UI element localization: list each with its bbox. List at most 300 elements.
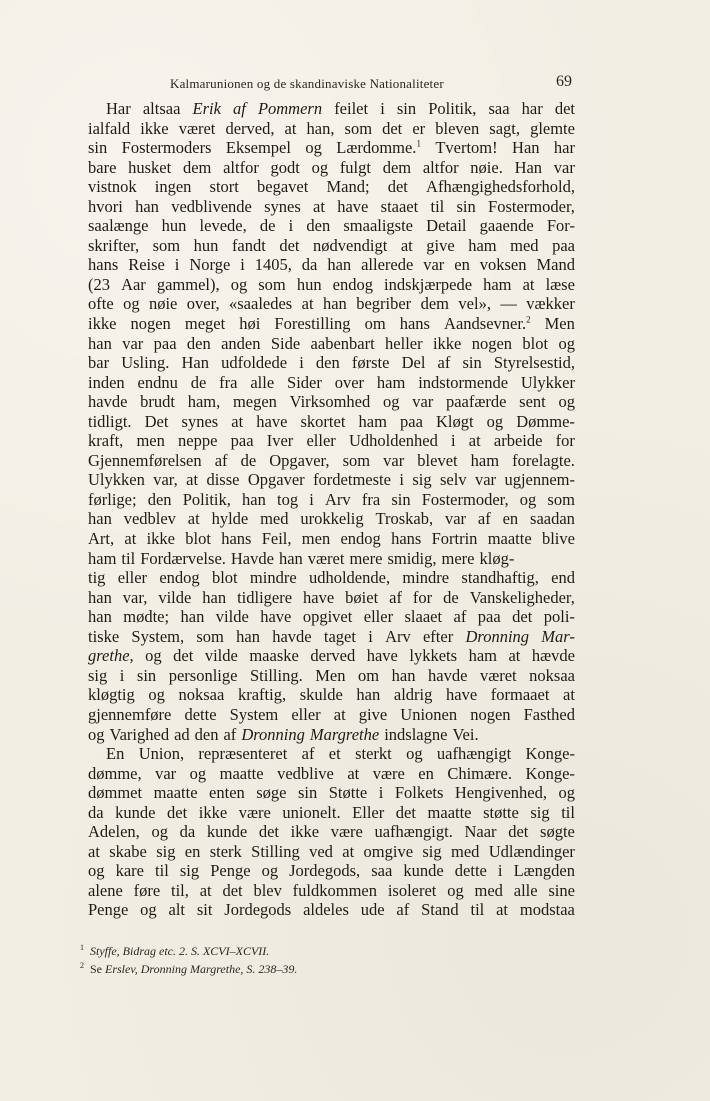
word: vedblivende	[171, 196, 252, 216]
word: Troskab,	[375, 509, 434, 529]
word: uafhængigt.	[374, 822, 453, 842]
footnote-prefix: Se	[90, 962, 105, 976]
word: at	[496, 900, 509, 920]
word: saa	[488, 99, 510, 118]
word: godt	[270, 157, 300, 177]
word: heller	[385, 333, 423, 353]
word: ham	[358, 411, 387, 431]
word: sterk	[209, 841, 242, 861]
word: at	[468, 431, 481, 451]
word: ikke	[290, 822, 320, 842]
word: til	[430, 196, 445, 216]
word: Kløgt	[436, 411, 474, 431]
running-header: Kalmarunionen og de skandinaviske Nationaliteter	[170, 76, 444, 91]
word: nøie	[148, 294, 178, 314]
word: at	[124, 529, 137, 549]
word: vækker	[526, 294, 575, 314]
word: været	[178, 118, 216, 138]
word: Side	[270, 333, 301, 353]
word: have	[446, 685, 478, 705]
word: personlige	[168, 665, 238, 685]
text-line	[88, 705, 575, 725]
word: eller	[117, 568, 148, 588]
word: for	[412, 587, 433, 607]
word: formaaet	[490, 685, 550, 705]
word: var	[444, 509, 467, 529]
word: Mand	[536, 255, 575, 275]
word: som	[258, 274, 286, 294]
word: i	[309, 489, 314, 509]
word: og	[558, 783, 575, 803]
word: af	[389, 587, 402, 607]
word: sagt,	[489, 118, 520, 138]
word: Ulykker	[520, 372, 575, 392]
word: tiske	[88, 626, 120, 646]
text-line	[88, 568, 575, 588]
word: smaaligste	[343, 216, 414, 236]
page-number: 69	[556, 73, 572, 90]
word: alt	[168, 900, 186, 920]
word: saadan	[530, 509, 575, 529]
word: repræsenteret	[198, 744, 288, 764]
text-line	[88, 392, 575, 412]
word: Dronning	[465, 626, 530, 646]
word: blot	[522, 333, 549, 353]
word: paa	[400, 411, 423, 431]
word: Unionen	[400, 704, 458, 724]
word: ham,	[187, 392, 221, 412]
word: Fostermoders	[121, 138, 212, 158]
word: Eksempel	[225, 138, 291, 158]
word: sin	[136, 665, 157, 685]
word: gaaende	[479, 216, 534, 236]
word: var	[423, 255, 445, 275]
word: endnu	[137, 372, 178, 392]
word: den	[194, 724, 219, 744]
word: og	[447, 880, 464, 900]
word: tog	[277, 489, 299, 509]
word: maatte	[219, 763, 264, 783]
word: og	[519, 489, 537, 509]
word: dem	[182, 157, 212, 177]
word: Udholdenhed	[348, 431, 438, 451]
word: standhaftig,	[461, 568, 539, 588]
word: være	[372, 763, 405, 783]
word: sin	[396, 99, 417, 118]
word: Arv	[325, 489, 351, 509]
word: han	[242, 489, 266, 509]
word: støtte	[483, 802, 519, 822]
word: det	[167, 802, 188, 822]
word: aldeles	[303, 900, 349, 920]
word: kløgtig	[88, 685, 135, 705]
word: om	[358, 665, 380, 685]
text-line	[88, 744, 575, 764]
text-line	[88, 158, 575, 178]
word: og	[140, 900, 157, 920]
text-line	[88, 646, 575, 666]
word: Opgaver,	[269, 450, 330, 470]
word: synes	[181, 411, 219, 431]
word: «saaledes	[229, 294, 293, 314]
word: at	[522, 274, 535, 294]
word: var	[383, 450, 405, 470]
text-line	[88, 685, 575, 705]
word: føre	[133, 880, 161, 900]
word: med	[510, 235, 539, 255]
word: anden	[221, 333, 261, 353]
footnote-marker: 1	[80, 943, 84, 952]
word: var,	[122, 587, 148, 607]
word: aldrig	[393, 685, 433, 705]
word: poli-	[543, 607, 575, 627]
word: nødvendigt	[313, 235, 388, 255]
word: Fostermoder,	[488, 196, 575, 216]
word: var,	[153, 470, 178, 490]
word: saalænge	[88, 216, 149, 236]
word: en	[184, 841, 201, 861]
text-line	[88, 314, 575, 334]
word: tidligere	[237, 587, 293, 607]
word: vilde	[215, 607, 249, 627]
word: udholdende,	[308, 568, 391, 588]
word: om	[364, 314, 386, 334]
text-line	[88, 549, 575, 569]
word: mindre	[402, 568, 450, 588]
word: og	[189, 763, 207, 783]
word: lykkets	[409, 646, 458, 666]
word: end	[551, 568, 575, 588]
word: skulde	[299, 685, 343, 705]
word: havde	[88, 392, 128, 412]
word: Udlændinger	[488, 841, 575, 861]
word: ham	[468, 646, 497, 666]
word: System,	[131, 626, 185, 646]
word: efter	[422, 626, 454, 646]
word: af	[453, 607, 467, 627]
word: sin	[391, 489, 411, 509]
word: søgte	[540, 822, 575, 842]
word: Art,	[88, 529, 115, 549]
footnote-citation: Erslev, Dronning Margrethe, S. 238–39.	[105, 962, 298, 976]
word: af	[477, 509, 491, 529]
word: Iver	[266, 431, 294, 451]
word: de	[240, 450, 257, 470]
text-line	[88, 216, 575, 236]
word: Men	[315, 665, 346, 685]
word: høi	[239, 314, 261, 334]
word: husket	[128, 157, 172, 177]
word: vilde	[204, 646, 238, 666]
word: første	[351, 353, 390, 373]
word: at	[508, 646, 521, 666]
word: Har	[106, 99, 131, 118]
word: dømmet	[88, 783, 143, 803]
word: har	[553, 138, 575, 158]
word: at	[301, 294, 314, 314]
word: nogen	[470, 704, 511, 724]
word: i	[288, 216, 294, 236]
text-line	[88, 588, 575, 608]
word: selv	[439, 470, 467, 490]
word: Fortrin	[431, 529, 478, 549]
word: megen	[232, 392, 277, 412]
word: indslagne	[384, 724, 448, 744]
word: sterkt	[355, 744, 392, 764]
word: at	[347, 763, 360, 783]
word: glemte	[530, 118, 575, 138]
word: sin	[297, 783, 318, 803]
text-line	[88, 412, 575, 432]
word: og	[151, 822, 168, 842]
word: enten	[209, 783, 245, 803]
word: i	[240, 255, 245, 275]
word: af	[223, 724, 237, 744]
word: Reise	[128, 255, 165, 275]
word: For-	[546, 216, 575, 236]
word: tig	[88, 568, 106, 588]
word: at	[400, 235, 413, 255]
word: sig	[179, 861, 200, 881]
word: med	[474, 880, 503, 900]
word: Jordegods,	[289, 861, 361, 881]
word: ham	[468, 235, 497, 255]
word: aabenbart	[310, 333, 375, 353]
word: have	[303, 587, 335, 607]
word: at	[187, 509, 200, 529]
word: kunde	[115, 802, 156, 822]
word: noksaa	[529, 665, 575, 685]
word: en	[454, 255, 470, 275]
word: de	[443, 587, 459, 607]
word: tidligt.	[88, 411, 132, 431]
word: Mand;	[326, 177, 370, 197]
word: han	[236, 626, 260, 646]
word: gammel),	[156, 274, 220, 294]
text-line	[88, 334, 575, 354]
word: det	[258, 822, 279, 842]
word: mere	[441, 548, 475, 568]
text-line	[88, 138, 575, 158]
word: fra	[219, 372, 238, 392]
text-line	[88, 529, 575, 549]
word: hun	[161, 216, 187, 236]
word: i	[299, 353, 304, 373]
word: en	[418, 763, 434, 783]
word: hans	[399, 314, 430, 334]
word: i	[380, 99, 385, 118]
word: Naar	[464, 822, 497, 842]
word: at	[88, 841, 100, 861]
word: brudt	[140, 392, 175, 412]
word: skrifter,	[88, 235, 140, 255]
word: paa	[153, 333, 177, 353]
word: og	[261, 861, 279, 881]
word: levede,	[199, 216, 247, 236]
word: og	[305, 138, 322, 158]
text-line	[88, 197, 575, 217]
word: og	[88, 724, 105, 744]
word: 1405,	[254, 255, 292, 275]
word: Varighed	[109, 724, 170, 744]
word: mere	[349, 548, 383, 568]
word: han	[322, 294, 347, 314]
word: endog	[159, 568, 200, 588]
word: hans	[391, 529, 422, 549]
word: dette	[454, 861, 487, 881]
word: saa	[371, 861, 393, 881]
word: kraftig,	[237, 685, 287, 705]
word: paafærde	[445, 392, 507, 412]
word: ikke	[432, 333, 462, 353]
word: at	[342, 841, 355, 861]
text-line	[88, 764, 575, 784]
word: Erik	[192, 99, 221, 118]
word: uafhængigt	[436, 744, 512, 764]
word: Jordegods	[224, 900, 292, 920]
word: det	[387, 177, 408, 197]
word: den	[306, 216, 331, 236]
word: have	[256, 411, 288, 431]
word: være	[330, 822, 363, 842]
word: paa	[477, 607, 501, 627]
word: for	[555, 431, 575, 451]
word: at	[284, 118, 297, 138]
word: af	[214, 450, 228, 470]
word: Ulykken	[88, 470, 145, 490]
word: disse	[206, 470, 240, 490]
text-line	[88, 431, 575, 451]
text-line	[88, 470, 575, 490]
word: i	[497, 861, 503, 881]
word: og	[230, 274, 248, 294]
text-line	[88, 236, 575, 256]
word: havde	[272, 626, 312, 646]
text-line	[88, 119, 575, 139]
word: bar	[88, 353, 110, 373]
word: og	[558, 333, 575, 353]
word: og	[406, 744, 423, 764]
word: da	[88, 802, 104, 822]
word: ude	[360, 900, 385, 920]
word: sin	[88, 138, 108, 158]
word: Chimære.	[447, 763, 512, 783]
text-line	[88, 294, 575, 314]
word: og	[558, 392, 575, 412]
word: over,	[186, 294, 220, 314]
word: har	[521, 99, 543, 118]
word: var	[412, 392, 434, 412]
word: Politik,	[428, 99, 477, 118]
word: bøiet	[345, 587, 379, 607]
word: det	[279, 235, 300, 255]
word: det	[222, 880, 243, 900]
text-line	[88, 255, 575, 275]
word: ad	[174, 724, 190, 744]
word: altsaa	[142, 99, 181, 118]
word: eller	[291, 704, 321, 724]
word: sent	[519, 392, 546, 412]
word: de	[259, 216, 276, 236]
word: derved,	[225, 118, 275, 138]
word: nogen	[471, 333, 513, 353]
word: til,	[171, 880, 189, 900]
word: maatte	[427, 802, 472, 822]
text-line	[88, 861, 575, 881]
word: havde	[428, 665, 468, 685]
word: i	[368, 626, 373, 646]
word: Han	[512, 138, 540, 158]
word: Feil,	[261, 529, 292, 549]
word: Politik,	[182, 489, 231, 509]
text-line	[88, 373, 575, 393]
word: hævde	[531, 646, 575, 666]
word: han	[391, 665, 416, 685]
word: Gjennemførelsen	[88, 450, 202, 470]
word: eller	[306, 431, 336, 451]
word: Dronning	[241, 724, 305, 744]
word: at	[563, 685, 575, 705]
word: kraft,	[88, 431, 124, 451]
word: i	[399, 470, 404, 490]
word: var	[553, 157, 575, 177]
word: Dømme-	[516, 411, 575, 431]
word: i	[174, 255, 180, 275]
word: allerede	[361, 255, 414, 275]
word: ialfald	[88, 118, 131, 138]
word: sin	[456, 196, 476, 216]
word: hans	[221, 529, 252, 549]
word: blive	[541, 529, 575, 549]
word: dømme,	[88, 763, 142, 783]
word: mødte;	[123, 607, 170, 627]
word: Fasthed	[523, 704, 575, 724]
word: det	[395, 802, 416, 822]
word: men	[136, 431, 165, 451]
word: Sider	[287, 372, 322, 392]
word: vedblev	[123, 509, 176, 529]
word: isoleret	[387, 880, 437, 900]
word: Fostermoder,	[421, 489, 509, 509]
word: fulgt	[339, 157, 371, 177]
text-line	[88, 822, 575, 842]
word: maatte	[153, 783, 198, 803]
word: hun	[193, 235, 219, 255]
word: han	[135, 196, 159, 216]
word: blot	[185, 529, 211, 549]
word: af	[396, 900, 410, 920]
word: været	[307, 548, 345, 568]
word: alle	[513, 880, 538, 900]
word: og	[382, 392, 400, 412]
word: Pommern	[257, 99, 323, 118]
word: fandt	[231, 235, 266, 255]
word: ofte	[88, 294, 114, 314]
word: mindre	[249, 568, 297, 588]
word: Hengivenhed,	[454, 783, 547, 803]
word: bleven	[435, 118, 480, 138]
word: meget	[184, 314, 226, 334]
word: nøie.	[470, 157, 503, 177]
word: Opgaver	[247, 470, 305, 490]
word: og	[88, 861, 105, 881]
word: Det	[144, 411, 169, 431]
word: give	[426, 235, 455, 255]
word: arbeide	[493, 431, 543, 451]
word: var	[474, 470, 497, 490]
word: førlige;	[88, 489, 137, 509]
text-line	[88, 99, 575, 119]
